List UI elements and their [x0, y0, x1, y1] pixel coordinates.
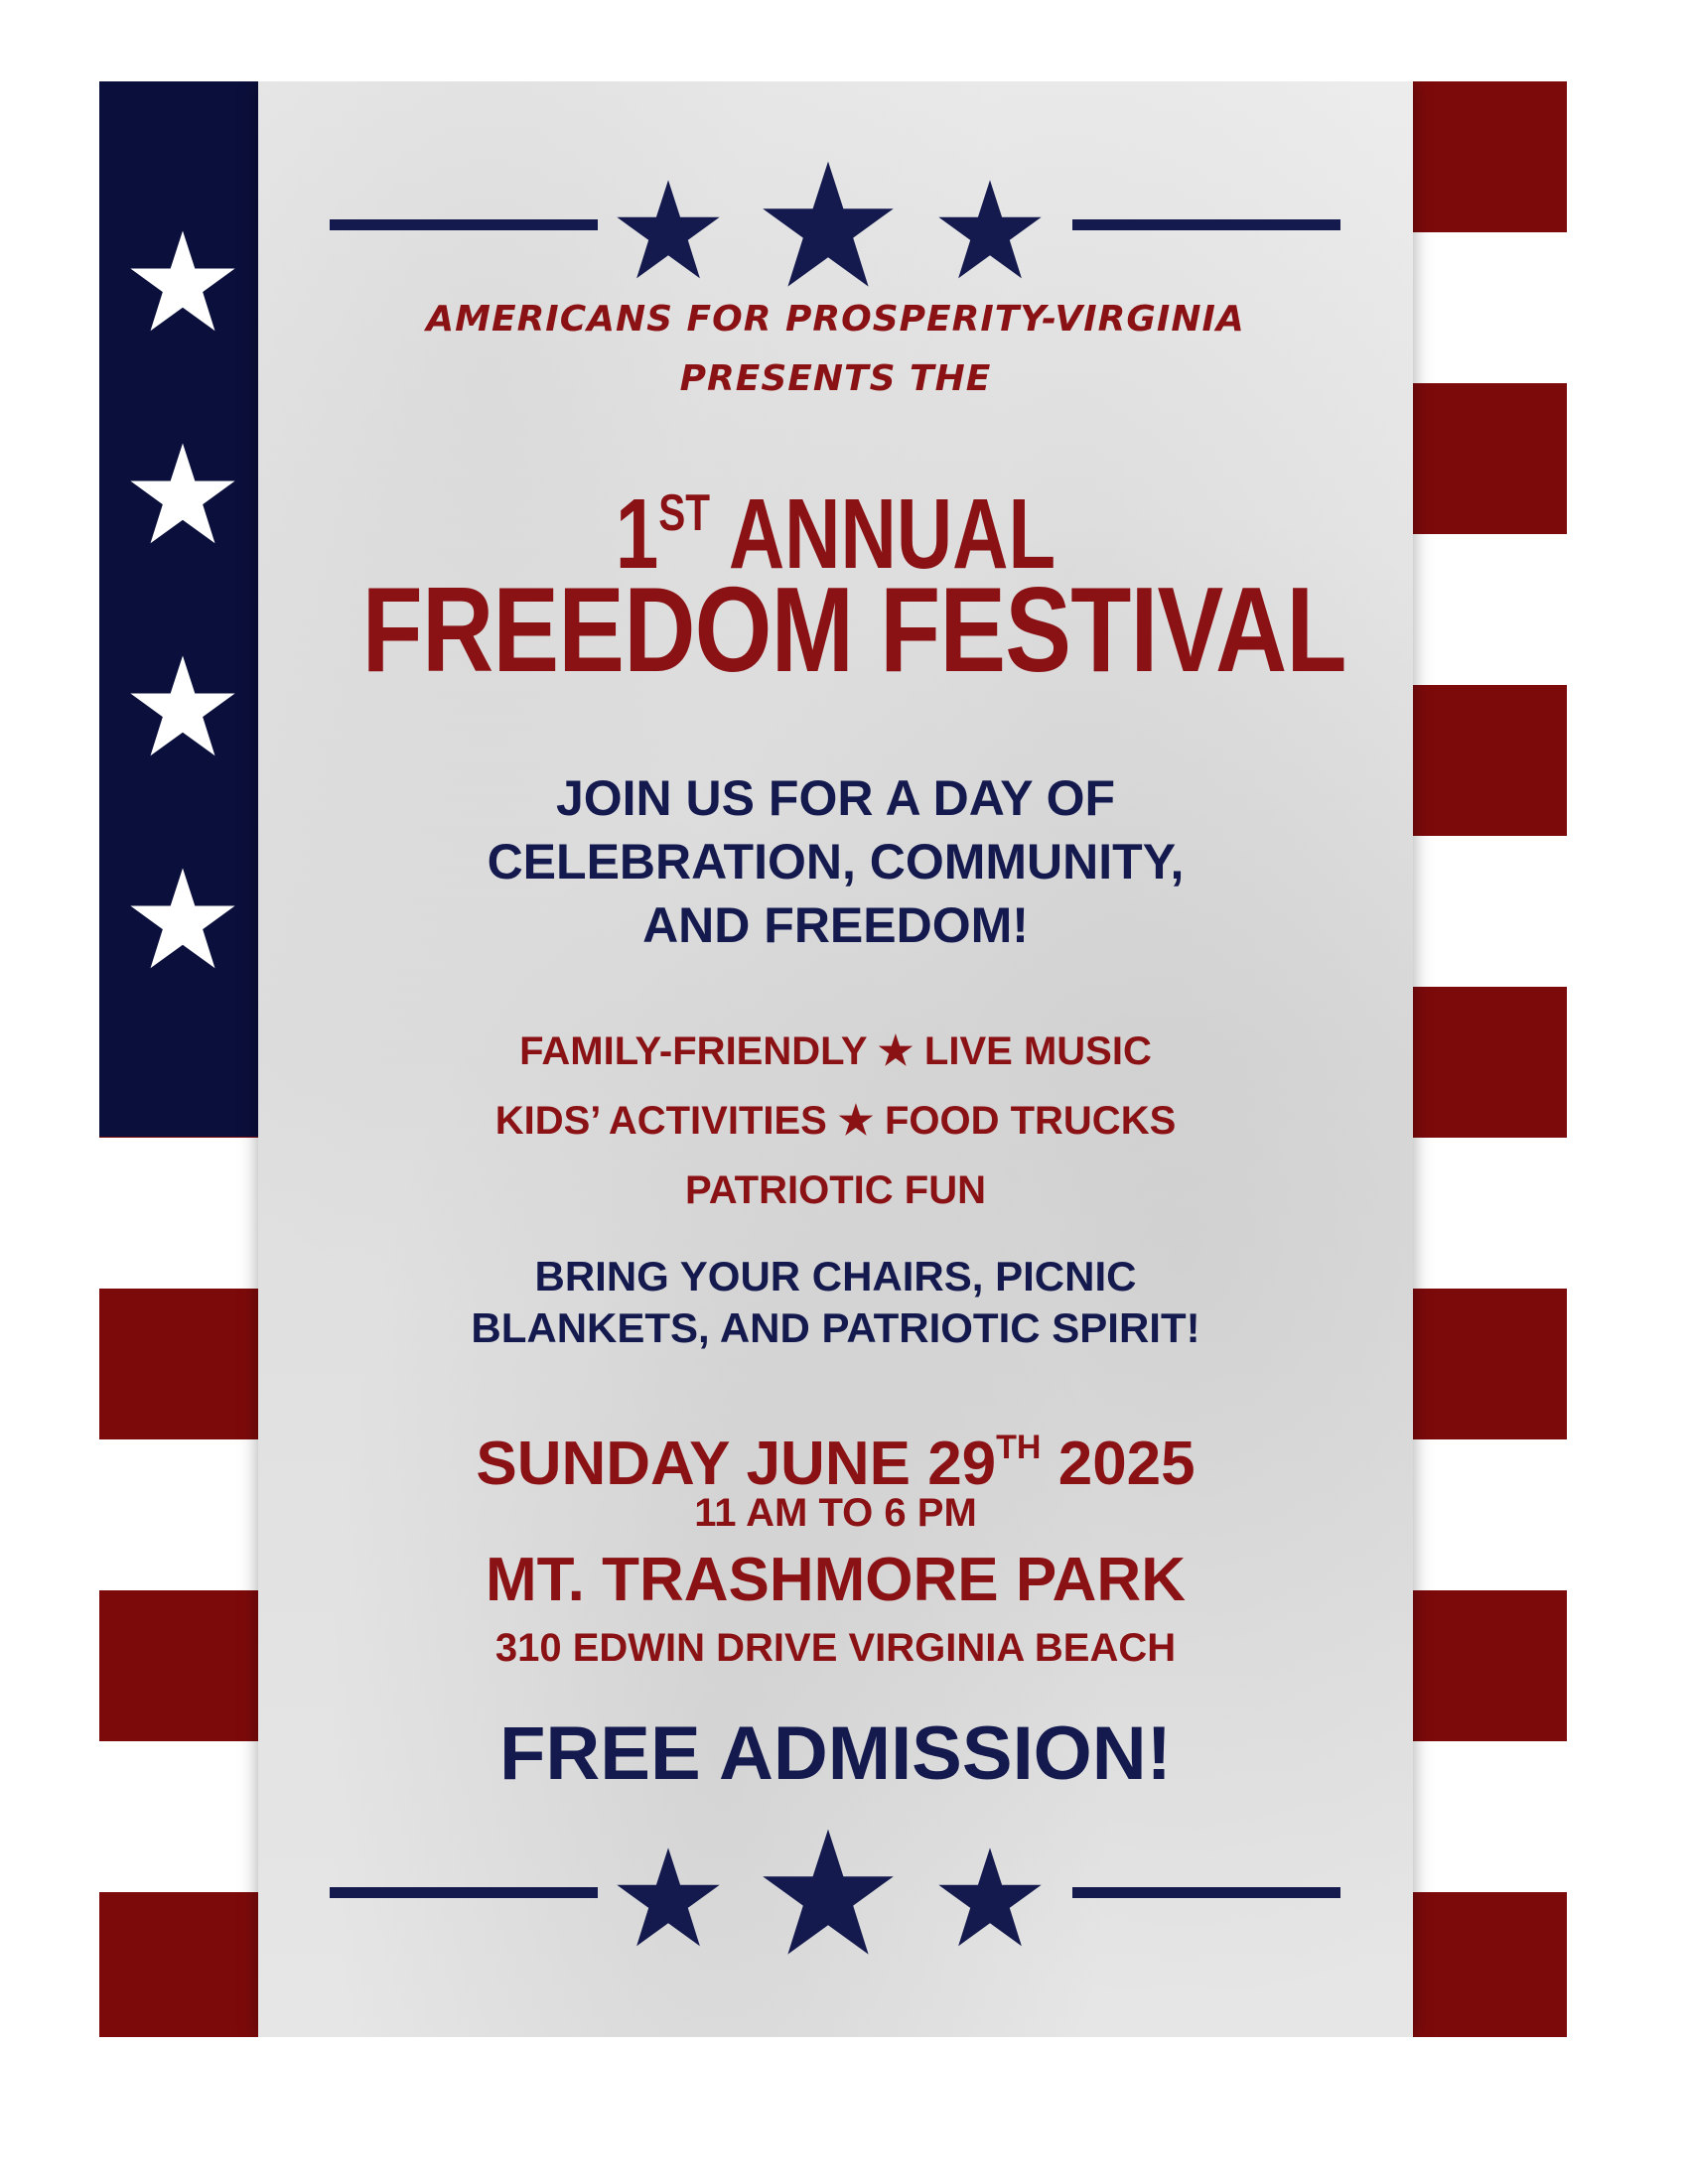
presenter-line-1: AMERICANS FOR PROSPERITY-VIRGINIA [426, 299, 1245, 340]
star-icon [759, 1824, 898, 1963]
bring-line-2: BLANKETS, AND PATRIOTIC SPIRIT! [471, 1304, 1200, 1351]
flag-background [99, 81, 1567, 2037]
date-main: SUNDAY JUNE 29 [476, 1430, 997, 1498]
invite-line-2: CELEBRATION, COMMUNITY, [487, 834, 1185, 889]
star-icon [127, 439, 238, 550]
star-icon [614, 176, 723, 285]
feature-line-1: FAMILY-FRIENDLY ★ LIVE MUSIC [519, 1029, 1152, 1073]
star-icon [935, 1843, 1045, 1953]
star-icon [127, 651, 238, 762]
date-year: 2025 [1041, 1430, 1196, 1498]
bottom-star-divider [258, 1824, 1413, 1963]
feature-line-3: PATRIOTIC FUN [685, 1168, 986, 1212]
event-venue: MT. TRASHMORE PARK [486, 1546, 1186, 1614]
feature-line-2: KIDS’ ACTIVITIES ★ FOOD TRUCKS [494, 1099, 1177, 1143]
invite-line-1: JOIN US FOR A DAY OF [555, 770, 1116, 826]
star-icon [759, 156, 898, 295]
annual-word: ANNUAL [728, 478, 1056, 590]
flyer-panel [258, 81, 1413, 2037]
star-icon [614, 1843, 723, 1953]
star-icon [127, 226, 238, 338]
ordinal-number: 1 [615, 478, 659, 590]
flag-canton [99, 81, 278, 1137]
free-admission: FREE ADMISSION! [499, 1711, 1172, 1796]
invite-line-3: AND FREEDOM! [642, 897, 1029, 953]
top-star-divider [258, 156, 1413, 295]
star-icon [935, 176, 1045, 285]
divider-line [330, 1887, 598, 1898]
date-suffix: TH [996, 1429, 1042, 1466]
event-address: 310 EDWIN DRIVE VIRGINIA BEACH [494, 1626, 1177, 1670]
presenter-line-2: PRESENTS THE [679, 358, 992, 399]
festival-title: FREEDOM FESTIVAL [361, 562, 1346, 697]
star-icon [127, 864, 238, 975]
divider-line [330, 219, 598, 230]
divider-line [1072, 1887, 1340, 1898]
ordinal-suffix: ST [658, 484, 711, 542]
divider-line [1072, 219, 1340, 230]
event-time: 11 AM TO 6 PM [694, 1491, 977, 1535]
bring-line-1: BRING YOUR CHAIRS, PICNIC [534, 1253, 1137, 1299]
